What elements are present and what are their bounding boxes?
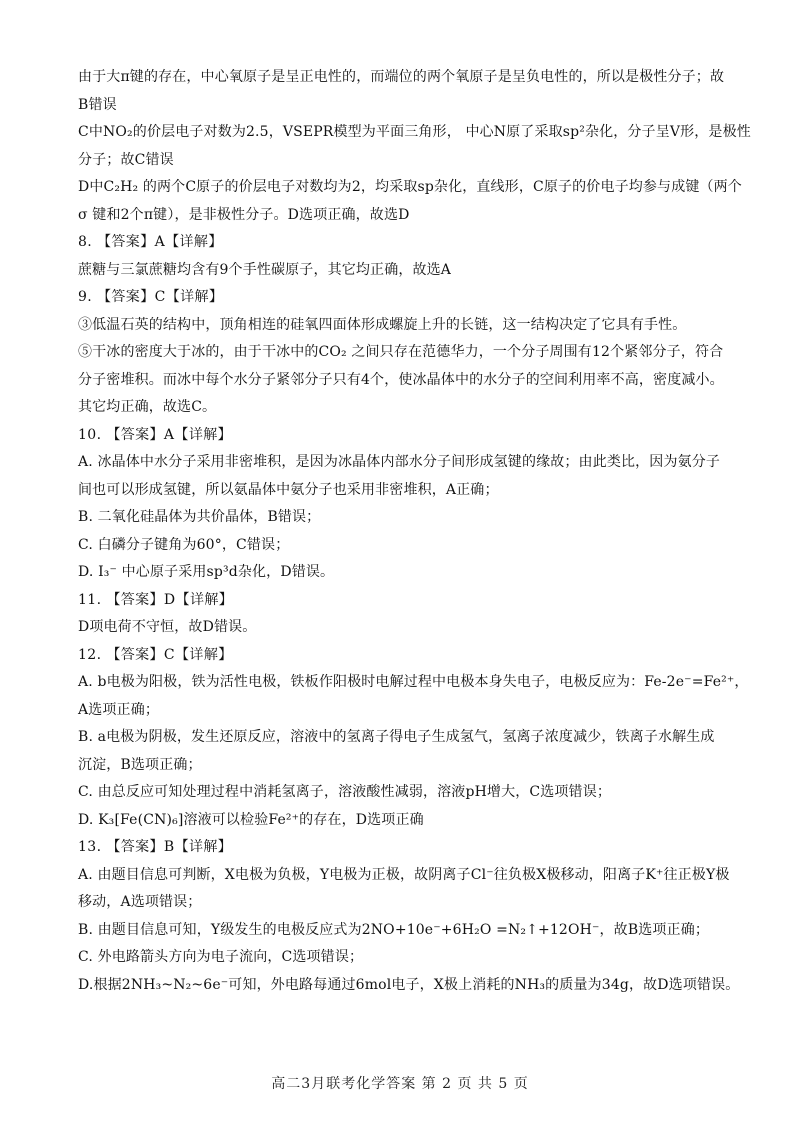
text-line: B错误 [78,96,117,113]
text-line: D.根据2NH₃~N₂~6e⁻可知，外电路每通过6mol电子，X极上消耗的NH₃的质量为34g，故D选项错误。 [78,976,740,993]
text-line: 其它均正确，故选C。 [78,399,217,415]
question-heading: 9. 【答案】C【详解】 [78,289,224,305]
text-line: 间也可以形成氢键，所以氨晶体中氨分子也采用非密堆积，A正确； [78,481,499,498]
text-line: B. 二氧化硅晶体为共价晶体，B错误； [78,509,321,525]
text-line: 蔗糖与三氯蔗糖均含有9个手性碳原子，其它均正确，故选A [78,261,452,278]
page-footer: 高二3月联考化学答案 第 2 页 共 5 页 [271,1076,529,1092]
text-line: A选项正确； [78,701,160,718]
text-line: D. I₃⁻ 中心原子采用sp³d杂化，D错误。 [78,564,335,580]
text-line: ⑤干冰的密度大于冰的，由于干冰中的CO₂ 之间只存在范德华力，一个分子周围有12个紧邻分子，符合 [78,344,724,360]
text-line: ③低温石英的结构中，顶角相连的硅氧四面体形成螺旋上升的长链，这一结构决定了它具有手性。 [78,316,687,333]
question-heading: 11. 【答案】D【详解】 [78,591,234,608]
text-line: C. 白磷分子键角为60°，C错误； [78,536,290,553]
text-line: B. a电极为阴极，发生还原反应，溶液中的氢离子得电子生成氢气，氢离子浓度减少，铁离子水解生成 [78,729,715,745]
text-line: B. 由题目信息可知，Y级发生的电极反应式为2NO+10e⁻+6H₂O =N₂↑+12OH⁻，故B选项正确； [78,921,710,938]
text-line: D中C₂H₂ 的两个C原子的价层电子对数均为2，均采取sp杂化，直线形，C原子的价电子均参与成键（两个 [78,179,742,195]
text-line: 沉淀，B选项正确； [78,756,202,773]
text-line: 由于大π键的存在，中心氧原子是呈正电性的，而端位的两个氧原子是呈负电性的，所以是极性分子；故 [78,69,725,85]
text-line: 移动，A选项错误； [78,894,202,910]
text-line: 分子密堆积。而冰中每个水分子紧邻分子只有4个，使冰晶体中的水分子的空间利用率不高，密度减小。 [78,371,724,388]
question-heading: 10. 【答案】A【详解】 [78,426,233,443]
text-line: A. 冰晶体中水分子采用非密堆积，是因为冰晶体内部水分子间形成氢键的缘故；由此类比，因为氨分子 [78,454,721,470]
text-line: D. K₃[Fe(CN)₆]溶液可以检验Fe²⁺的存在，D选项正确 [78,811,424,828]
question-heading: 8. 【答案】A【详解】 [78,234,223,250]
text-line: C. 由总反应可知处理过程中消耗氢离子，溶液酸性减弱，溶液pH增大，C选项错误； [78,784,611,800]
question-heading: 13. 【答案】B【详解】 [78,839,233,855]
text-line: A. 由题目信息可判断，X电极为负极，Y电极为正极，故阴离子Cl⁻往负极X极移动，阳离子K⁺往正极Y极 [78,866,730,883]
text-line: C中NO₂的价层电子对数为2.5，VSEPR模型为平面三角形， 中心N原了采取sp²杂化，分子呈V形，是极性 [78,124,751,140]
answer-content [78,68,751,1003]
text-line: D项电荷不守恒，故D错误。 [78,619,257,635]
question-heading: 12. 【答案】C【详解】 [78,646,233,663]
text-line: A. b电极为阳极，铁为活性电极，铁板作阳极时电解过程中电极本身失电子，电极反应为：Fe-2e⁻=Fe²⁺， [78,674,749,690]
text-line: 分子；故C错误 [78,151,174,168]
text-line: σ 键和2个π键），是非极性分子。D选项正确，故选D [78,206,410,223]
text-line: C. 外电路箭头方向为电子流向，C选项错误； [78,949,364,965]
